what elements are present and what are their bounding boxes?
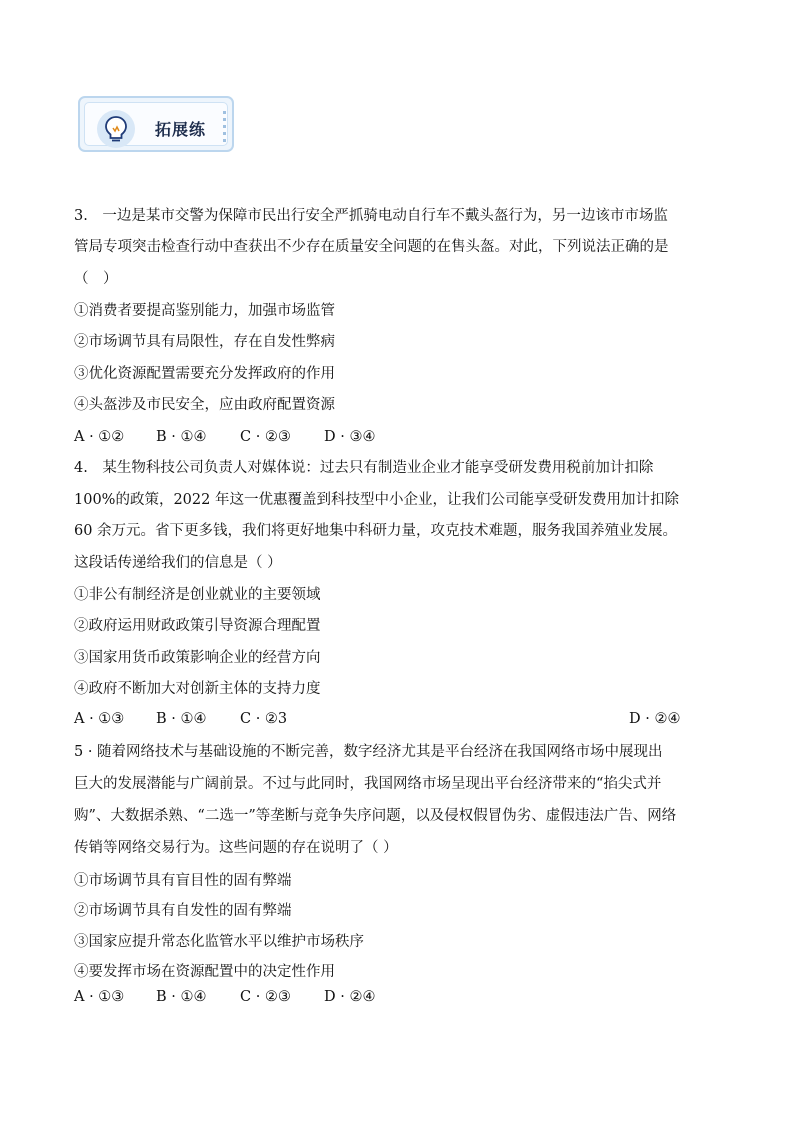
q5-stem-line1: 5 · 随着网络技术与基础设施的不断完善，数字经济尤其是平台经济在我国网络市场中展现出 — [74, 744, 663, 760]
q5-option-c[interactable]: C · ②③ — [240, 989, 291, 1005]
q3-item-3: ③优化资源配置需要充分发挥政府的作用 — [74, 366, 335, 382]
q3-stem-line2: 管局专项突击检查行动中查获出不少存在质量安全问题的在售头盔。对此，下列说法正确的是 — [74, 239, 669, 255]
q4-option-c[interactable]: C · ②3 — [240, 711, 288, 727]
q5-stem-line2: 巨大的发展潜能与广阔前景。不过与此同时，我国网络市场呈现出平台经济带来的“掐尖式并 — [74, 776, 662, 792]
q5-option-a[interactable]: A · ①③ — [74, 989, 125, 1005]
banner-decoration — [223, 111, 226, 146]
q4-option-d[interactable]: D · ②④ — [629, 711, 681, 727]
q3-item-2: ②市场调节具有局限性，存在自发性弊病 — [74, 334, 335, 350]
q4-item-2: ②政府运用财政政策引导资源合理配置 — [74, 618, 321, 634]
q4-stem-line2: 100%的政策，2022 年这一优惠覆盖到科技型中小企业，让我们公司能享受研发费用加计扣除 — [74, 492, 679, 508]
q5-item-2: ②市场调节具有自发性的固有弊端 — [74, 903, 292, 919]
section-banner — [78, 96, 234, 152]
q3-option-a[interactable]: A · ①② — [74, 429, 125, 445]
q4-stem-line4: 这段话传递给我们的信息是（ ） — [74, 555, 282, 571]
q4-stem-line3: 60 余万元。省下更多钱，我们将更好地集中科研力量，攻克技术难题，服务我国养殖业发展。 — [74, 523, 678, 539]
q3-stem-line3: （ ） — [74, 271, 118, 287]
q3-item-1: ①消费者要提高鉴别能力，加强市场监管 — [74, 303, 335, 319]
q5-item-4: ④要发挥市场在资源配置中的决定性作用 — [74, 964, 335, 980]
q4-option-a[interactable]: A · ①③ — [74, 711, 125, 727]
q4-item-4: ④政府不断加大对创新主体的支持力度 — [74, 681, 321, 697]
q4-stem-line1: 4. 某生物科技公司负责人对媒体说：过去只有制造业企业才能享受研发费用税前加计扣除 — [74, 460, 654, 476]
q5-item-3: ③国家应提升常态化监管水平以维护市场秩序 — [74, 934, 364, 950]
q5-stem-line4: 传销等网络交易行为。这些问题的存在说明了（ ） — [74, 840, 398, 856]
q5-option-b[interactable]: B · ①④ — [156, 989, 207, 1005]
q4-item-1: ①非公有制经济是创业就业的主要领域 — [74, 587, 321, 603]
q4-item-3: ③国家用货币政策影响企业的经营方向 — [74, 650, 321, 666]
lightbulb-icon — [97, 110, 135, 148]
q3-stem-line1: 3. 一边是某市交警为保障市民出行安全严抓骑电动自行车不戴头盔行为，另一边该市市场监 — [74, 208, 668, 224]
q3-item-4: ④头盔涉及市民安全，应由政府配置资源 — [74, 397, 335, 413]
q3-option-d[interactable]: D · ③④ — [324, 429, 376, 445]
q5-option-d[interactable]: D · ②④ — [324, 989, 376, 1005]
q5-stem-line3: 购”、大数据杀熟、“二选一”等垄断与竞争失序问题，以及侵权假冒伪劣、虚假违法广告、网络 — [74, 808, 677, 824]
q4-option-b[interactable]: B · ①④ — [156, 711, 207, 727]
q3-option-b[interactable]: B · ①④ — [156, 429, 207, 445]
q5-item-1: ①市场调节具有盲目性的固有弊端 — [74, 873, 292, 889]
banner-title: 拓展练 — [155, 120, 207, 139]
q3-option-c[interactable]: C · ②③ — [240, 429, 291, 445]
banner-frame — [84, 102, 228, 146]
